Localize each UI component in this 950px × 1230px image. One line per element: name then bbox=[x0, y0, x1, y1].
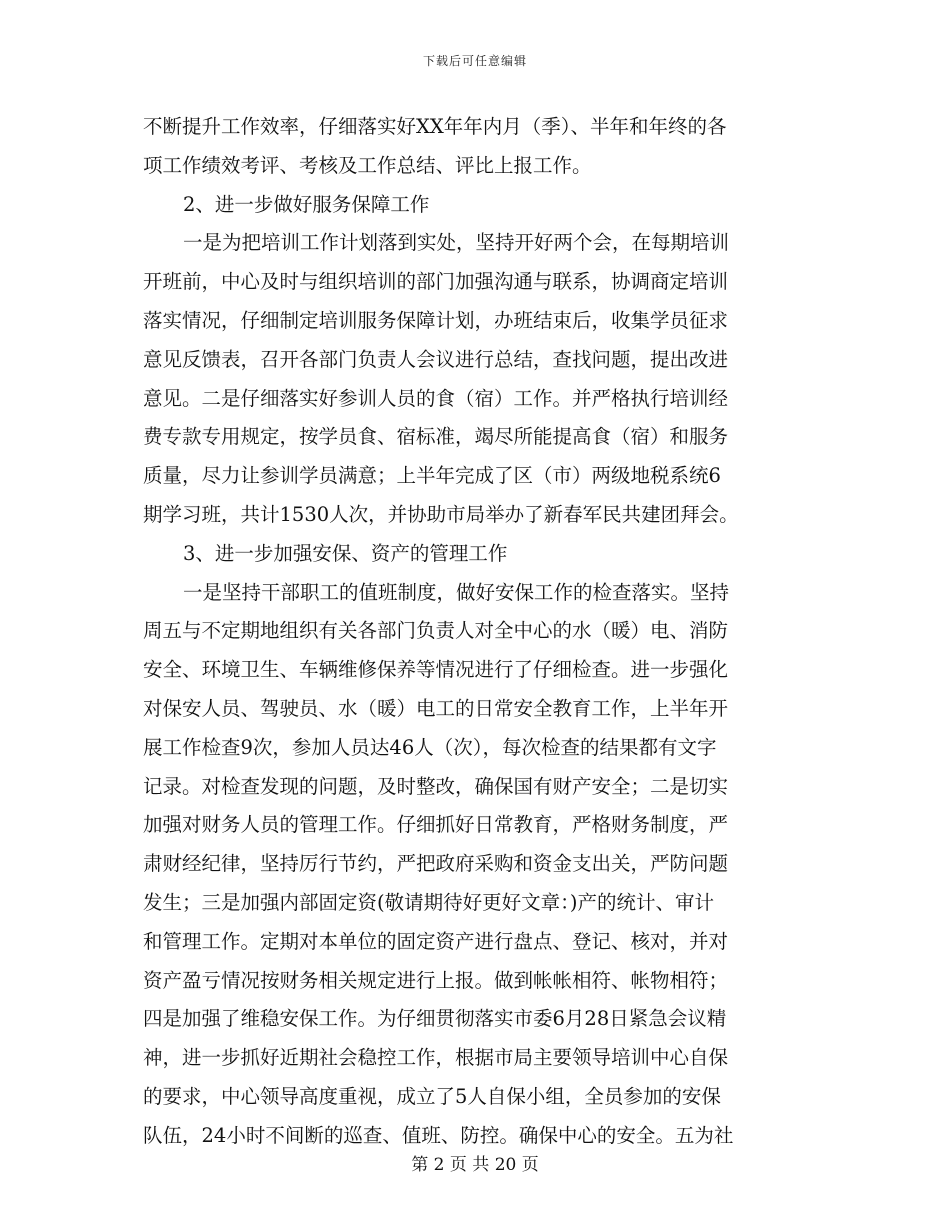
text-line: 记录。对检查发现的问题，及时整改，确保国有财产安全；二是切实 bbox=[143, 774, 729, 798]
text-line: 神，进一步抓好近期社会稳控工作，根据市局主要领导培训中心自保 bbox=[143, 1046, 729, 1070]
page-footer: 第 2 页 共 20 页 bbox=[411, 1155, 539, 1175]
page-header: 下载后可任意编辑 bbox=[422, 54, 527, 68]
text-line: 一是坚持干部职工的值班制度，做好安保工作的检查落实。坚持 bbox=[183, 580, 730, 604]
text-line: 发生；三是加强内部固定资(敬请期待好更好文章：)产的统计、审计 bbox=[143, 890, 714, 914]
text-line: 开班前，中心及时与组织培训的部门加强沟通与联系，协调商定培训 bbox=[143, 270, 729, 294]
text-line: 费专款专用规定，按学员食、宿标准，竭尽所能提高食（宿）和服务 bbox=[143, 425, 729, 449]
text-line: 肃财经纪律，坚持厉行节约，严把政府采购和资金支出关，严防问题 bbox=[143, 852, 729, 876]
text-line: 2、进一步做好服务保障工作 bbox=[183, 192, 430, 216]
document-body bbox=[143, 108, 807, 1156]
text-line: 资产盈亏情况按财务相关规定进行上报。做到帐帐相符、帐物相符； bbox=[143, 968, 729, 992]
text-line: 展工作检查9次，参加人员达46人（次），每次检查的结果都有文字 bbox=[143, 735, 717, 759]
text-line: 意见反馈表，召开各部门负责人会议进行总结，查找问题，提出改进 bbox=[143, 347, 729, 371]
text-line: 对保安人员、驾驶员、水（暖）电工的日常安全教育工作，上半年开 bbox=[143, 696, 729, 720]
text-line: 不断提升工作效率，仔细落实好XX年年内月（季）、半年和年终的各 bbox=[143, 115, 727, 138]
text-line: 四是加强了维稳安保工作。为仔细贯彻落实市委6月28日紧急会议精 bbox=[143, 1007, 727, 1031]
text-line: 的要求，中心领导高度重视，成立了5人自保小组，全员参加的安保 bbox=[143, 1084, 721, 1108]
text-line: 加强对财务人员的管理工作。仔细抓好日常教育，严格财务制度，严 bbox=[143, 813, 729, 837]
text-line: 和管理工作。定期对本单位的固定资产进行盘点、登记、核对，并对 bbox=[143, 929, 729, 953]
text-line: 队伍，24小时不间断的巡查、值班、防控。确保中心的安全。五为社 bbox=[143, 1123, 734, 1147]
text-line: 3、进一步加强安保、资产的管理工作 bbox=[183, 541, 508, 565]
text-line: 意见。二是仔细落实好参训人员的食（宿）工作。并严格执行培训经 bbox=[143, 386, 729, 410]
text-line: 期学习班，共计1530人次，并协助市局举办了新春军民共建团拜会。 bbox=[143, 502, 739, 526]
text-line: 一是为把培训工作计划落到实处，坚持开好两个会，在每期培训 bbox=[183, 231, 730, 255]
text-line: 周五与不定期地组织有关各部门负责人对全中心的水（暖）电、消防 bbox=[143, 619, 729, 643]
text-line: 项工作绩效考评、考核及工作总结、评比上报工作。 bbox=[143, 153, 592, 177]
text-line: 落实情况，仔细制定培训服务保障计划，办班结束后，收集学员征求 bbox=[143, 308, 729, 332]
text-line: 质量，尽力让参训学员满意；上半年完成了区（市）两级地税系统6 bbox=[143, 464, 721, 488]
text-line: 安全、环境卫生、车辆维修保养等情况进行了仔细检查。进一步强化 bbox=[143, 658, 729, 682]
